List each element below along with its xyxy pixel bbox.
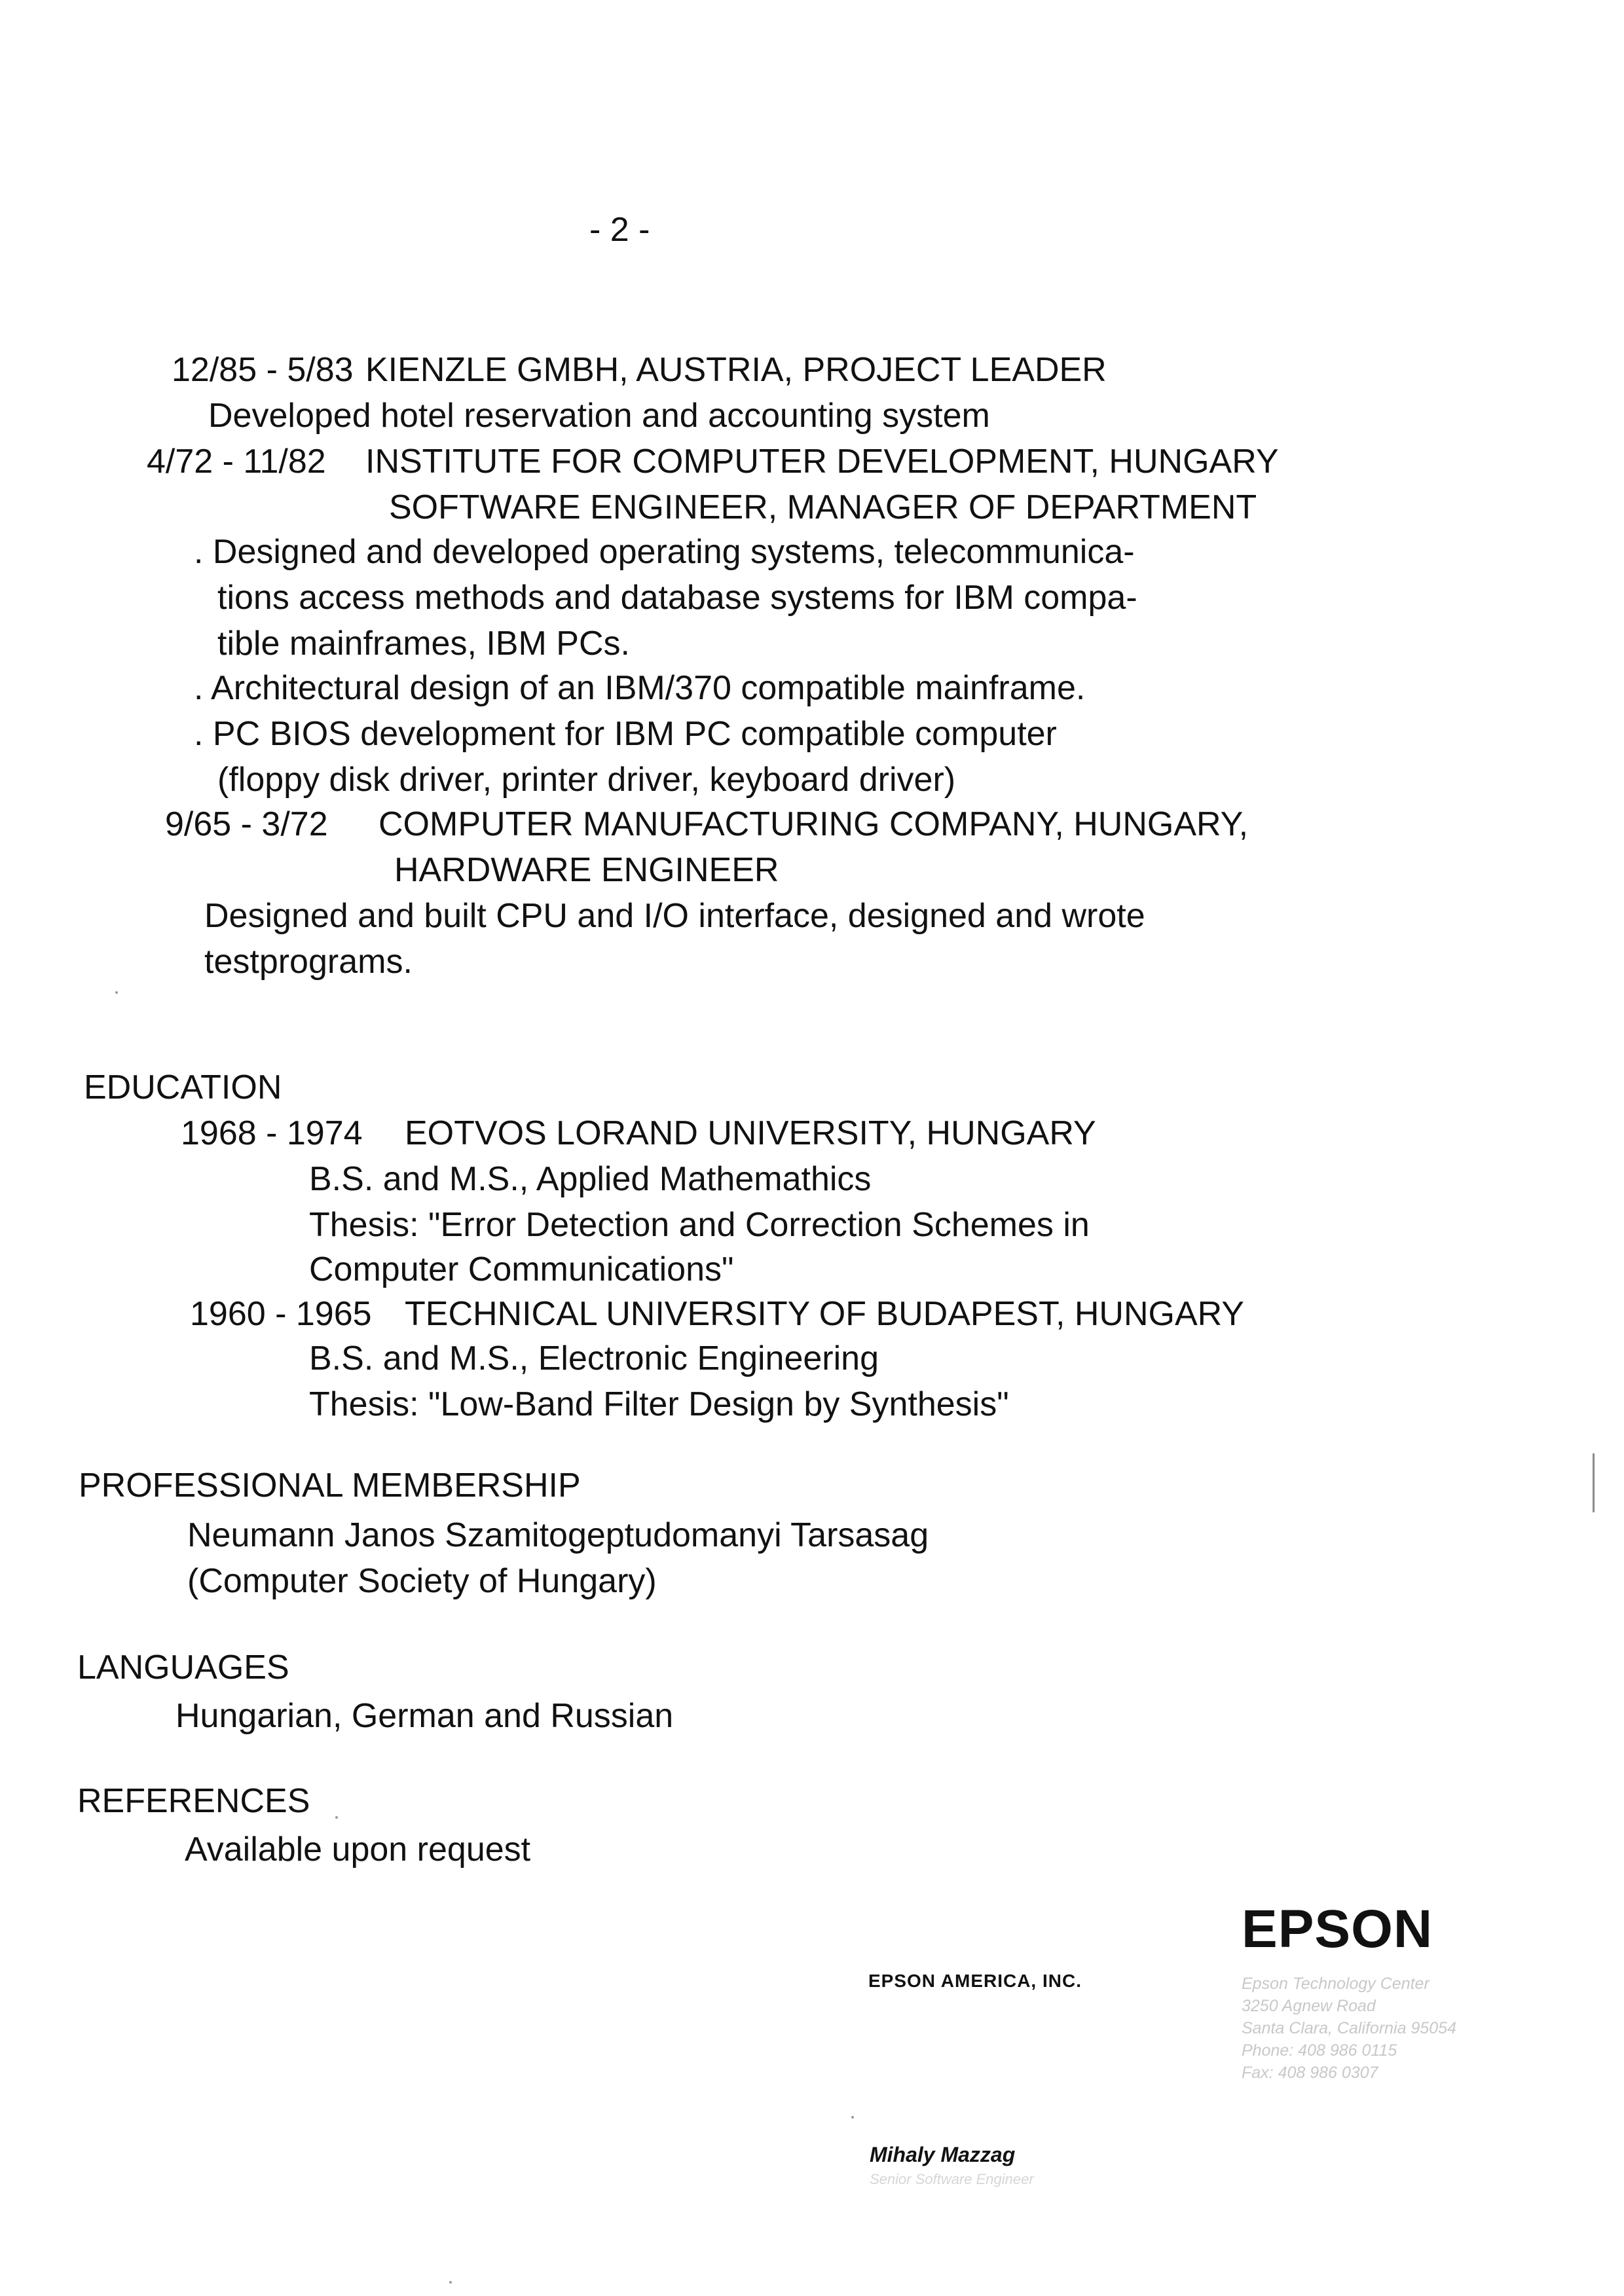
scan-speck [449, 2281, 452, 2284]
job-bullet-continued: (floppy disk driver, printer driver, keyboard driver) [217, 761, 956, 799]
epson-logo: EPSON [1242, 1899, 1433, 1959]
education-thesis-continued: Computer Communications" [309, 1250, 734, 1288]
job-bullet-continued: tible mainframes, IBM PCs. [217, 625, 630, 663]
job-title: SOFTWARE ENGINEER, MANAGER OF DEPARTMENT [389, 488, 1257, 526]
signer-title: Senior Software Engineer [870, 2171, 1034, 2187]
membership-line: Neumann Janos Szamitogeptudomanyi Tarsasag [187, 1516, 929, 1554]
job-description: Developed hotel reservation and accounting system [208, 397, 990, 435]
job-period: 9/65 - 3/72 [165, 805, 328, 843]
address-line: Fax: 408 986 0307 [1242, 2064, 1378, 2082]
footer-company: EPSON AMERICA, INC. [868, 1971, 1082, 1991]
address-line: Epson Technology Center [1242, 1975, 1430, 1993]
section-title-membership: PROFESSIONAL MEMBERSHIP [79, 1467, 581, 1504]
job-heading: COMPUTER MANUFACTURING COMPANY, HUNGARY, [378, 805, 1249, 843]
education-thesis: Thesis: "Error Detection and Correction Schemes in [309, 1206, 1090, 1244]
job-title: HARDWARE ENGINEER [394, 851, 779, 889]
address-line: Phone: 408 986 0115 [1242, 2041, 1397, 2060]
job-bullet: . PC BIOS development for IBM PC compatible computer [194, 715, 1057, 753]
address-line: Santa Clara, California 95054 [1242, 2019, 1456, 2037]
job-description: testprograms. [204, 943, 413, 981]
signer-name: Mihaly Mazzag [870, 2143, 1016, 2166]
job-bullet: . Designed and developed operating systems, telecommunica- [194, 533, 1135, 571]
education-school: TECHNICAL UNIVERSITY OF BUDAPEST, HUNGARY [405, 1295, 1244, 1333]
address-line: 3250 Agnew Road [1242, 1997, 1376, 2015]
job-heading: INSTITUTE FOR COMPUTER DEVELOPMENT, HUNGARY [365, 443, 1279, 481]
scan-speck [335, 1816, 338, 1819]
scan-speck [115, 991, 118, 994]
job-bullet-continued: tions access methods and database systems for IBM compa- [217, 579, 1137, 617]
education-period: 1960 - 1965 [190, 1295, 372, 1333]
education-period: 1968 - 1974 [181, 1114, 363, 1152]
membership-line: (Computer Society of Hungary) [187, 1562, 657, 1600]
job-bullet: . Architectural design of an IBM/370 compatible mainframe. [194, 669, 1086, 707]
section-title-references: REFERENCES [77, 1782, 310, 1820]
scan-speck [851, 2116, 854, 2119]
scan-edge-mark [1593, 1453, 1595, 1512]
education-school: EOTVOS LORAND UNIVERSITY, HUNGARY [405, 1114, 1096, 1152]
job-period: 4/72 - 11/82 [147, 443, 326, 481]
education-degree: B.S. and M.S., Applied Mathemathics [309, 1160, 872, 1198]
job-period: 12/85 - 5/83 [172, 351, 354, 389]
section-title-languages: LANGUAGES [77, 1649, 289, 1686]
languages-line: Hungarian, German and Russian [175, 1697, 674, 1735]
section-title-education: EDUCATION [84, 1068, 282, 1106]
page-number: - 2 - [589, 211, 650, 249]
education-degree: B.S. and M.S., Electronic Engineering [309, 1339, 879, 1377]
job-description: Designed and built CPU and I/O interface, designed and wrote [204, 897, 1145, 935]
job-heading: KIENZLE GMBH, AUSTRIA, PROJECT LEADER [365, 351, 1107, 389]
education-thesis: Thesis: "Low-Band Filter Design by Synthesis" [309, 1385, 1009, 1423]
references-line: Available upon request [185, 1831, 531, 1868]
